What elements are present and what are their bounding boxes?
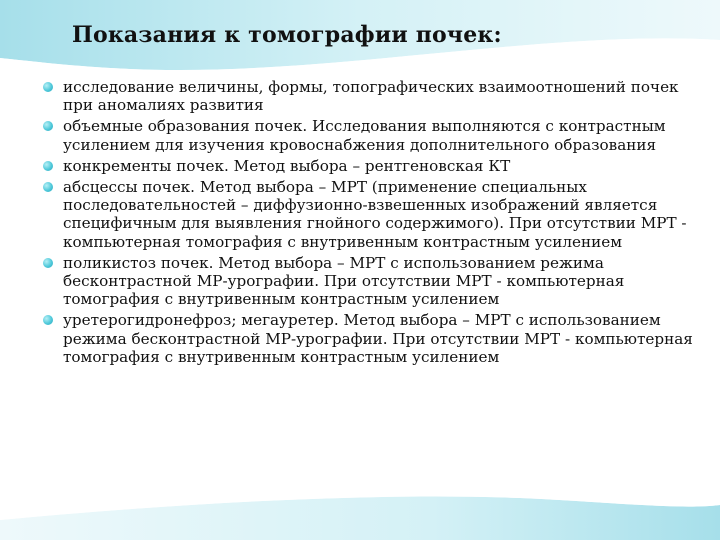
bullet-list xyxy=(43,78,693,369)
list-item xyxy=(43,178,693,251)
list-item xyxy=(43,157,693,175)
list-item-text: поликистоз почек. Метод выбора – МРТ с использованием режима бесконтрастной МР-урографии. При отсутствии МРТ - компьютерная томография с внутривенным контрастным усилением xyxy=(63,253,625,309)
bullet-icon xyxy=(43,121,53,131)
slide-title: Показания к томографии почек: xyxy=(72,22,502,48)
bullet-icon xyxy=(43,182,53,192)
list-item-text: конкременты почек. Метод выбора – рентгеновская КТ xyxy=(63,156,511,175)
list-item-text: объемные образования почек. Исследования выполняются с контрастным усилением для изучения кровоснабжения дополнительного образования xyxy=(63,117,666,154)
list-item xyxy=(43,254,693,309)
list-item-text: исследование величины, формы, топографических взаимоотношений почек при аномалиях развития xyxy=(63,78,679,115)
bullet-icon xyxy=(43,82,53,92)
bullet-icon xyxy=(43,258,53,268)
list-item xyxy=(43,78,693,114)
list-item xyxy=(43,311,693,366)
bullet-icon xyxy=(43,161,53,171)
list-item-text: уретерогидронефроз; мегауретер. Метод выбора – МРТ с использованием режима бесконтрастной МР-урографии. При отсутствии МРТ - компьютерная томография с внутривенным контрастным усилением xyxy=(63,311,693,366)
bullet-icon xyxy=(43,315,53,325)
list-item xyxy=(43,117,693,153)
list-item-text: абсцессы почек. Метод выбора – МРТ (применение специальных последовательностей – диффузионно-взвешенных изображений является специфичным для выявления гнойного содержимого). При отсутствии МРТ - компьютерная томография с внутривенным контрастным усилением xyxy=(63,178,687,251)
